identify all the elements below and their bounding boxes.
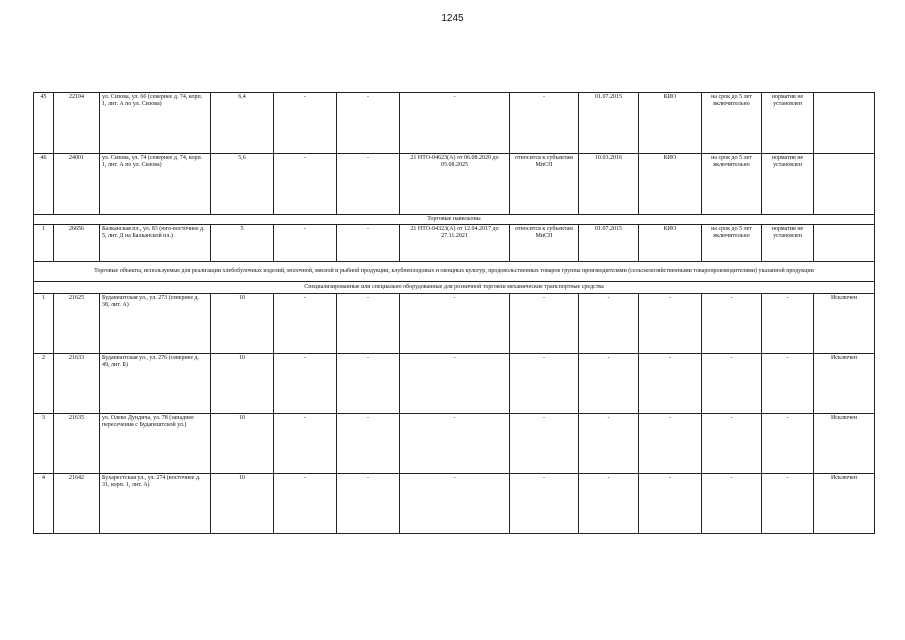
row-number-cell: 1	[34, 225, 54, 262]
organization-cell: КИО	[639, 154, 702, 215]
norm-cell: -	[762, 294, 814, 354]
smb-status-cell: -	[510, 354, 579, 414]
note-cell	[814, 154, 875, 215]
smb-status-cell: -	[510, 294, 579, 354]
note-cell	[814, 93, 875, 154]
row-number-cell: 3	[34, 414, 54, 474]
table-row	[34, 414, 875, 474]
date-cell: 10.03.2016	[579, 154, 639, 215]
norm-cell: -	[762, 414, 814, 474]
contract-cell: -	[400, 354, 510, 414]
smb-status-cell: относится к субъектам МиСП	[510, 225, 579, 262]
norm-cell: -	[762, 354, 814, 414]
value-cell: -	[337, 154, 400, 215]
value-cell: -	[337, 474, 400, 534]
address-cell: Бухарестская ул., ул. 274 (восточнее д. 31, корп. 1, лит. А)	[100, 474, 211, 534]
table-row	[34, 225, 875, 262]
area-cell: 6,4	[211, 93, 274, 154]
value-cell: -	[274, 225, 337, 262]
value-cell: -	[337, 414, 400, 474]
contract-cell: 21 НТО-04623(А) от 06.08.2020 до 05.08.2025	[400, 154, 510, 215]
note-cell: Исключен	[814, 414, 875, 474]
date-cell: -	[579, 414, 639, 474]
smb-status-cell: -	[510, 93, 579, 154]
section-row-mobile	[34, 282, 875, 294]
value-cell: -	[274, 474, 337, 534]
row-number-cell: 45	[34, 93, 54, 154]
value-cell: -	[274, 414, 337, 474]
note-cell: Исключен	[814, 294, 875, 354]
object-id-cell: 21625	[54, 294, 100, 354]
table-row	[34, 93, 875, 154]
section-title: Торговые павильоны	[34, 215, 875, 225]
organization-cell: -	[639, 354, 702, 414]
value-cell: -	[337, 93, 400, 154]
norm-cell: -	[762, 474, 814, 534]
value-cell: -	[274, 93, 337, 154]
norm-cell: норматив не установлен	[762, 93, 814, 154]
area-cell: 10	[211, 414, 274, 474]
value-cell: -	[274, 154, 337, 215]
value-cell: -	[274, 294, 337, 354]
area-cell: 10	[211, 474, 274, 534]
note-cell	[814, 225, 875, 262]
date-cell: 01.07.2015	[579, 93, 639, 154]
object-id-cell: 21635	[54, 414, 100, 474]
object-id-cell: 21633	[54, 354, 100, 414]
term-cell: -	[702, 474, 762, 534]
contract-cell: -	[400, 414, 510, 474]
date-cell: -	[579, 354, 639, 414]
section-title: Специализированные или специально оборудованные для розничной торговли механические транспортные средства	[34, 282, 875, 294]
organization-cell: -	[639, 414, 702, 474]
address-cell: Балканская пл., ул. 83 (юго-восточнее д. 5, лит. Д на Балканской пл.)	[100, 225, 211, 262]
term-cell: на срок до 5 лет включительно	[702, 93, 762, 154]
value-cell: -	[337, 354, 400, 414]
organization-cell: КИО	[639, 225, 702, 262]
table-row	[34, 354, 875, 414]
object-id-cell: 24001	[54, 154, 100, 215]
term-cell: -	[702, 294, 762, 354]
table-row	[34, 474, 875, 534]
note-cell: Исключен	[814, 354, 875, 414]
date-cell: -	[579, 474, 639, 534]
contract-cell: 21 НТО-04323(А) от 12.04.2017 до 27.11.2021	[400, 225, 510, 262]
smb-status-cell: -	[510, 474, 579, 534]
table-row	[34, 154, 875, 215]
area-cell: 10	[211, 294, 274, 354]
page-number: 1245	[441, 13, 464, 24]
organization-cell: -	[639, 294, 702, 354]
contract-cell: -	[400, 474, 510, 534]
row-number-cell: 2	[34, 354, 54, 414]
object-id-cell: 21642	[54, 474, 100, 534]
contract-cell: -	[400, 294, 510, 354]
value-cell: -	[337, 225, 400, 262]
row-number-cell: 46	[34, 154, 54, 215]
row-number-cell: 1	[34, 294, 54, 354]
address-cell: ул. Сизова, ул. 74 (севернее д. 74, корп. 1, лит. А по ул. Сизова)	[100, 154, 211, 215]
object-id-cell: 26656	[54, 225, 100, 262]
address-cell: Будапештская ул., ул. 273 (севернее д. 38, лит. А)	[100, 294, 211, 354]
row-number-cell: 4	[34, 474, 54, 534]
term-cell: на срок до 5 лет включительно	[702, 225, 762, 262]
smb-status-cell: относится к субъектам МиСП	[510, 154, 579, 215]
term-cell: на срок до 5 лет включительно	[702, 154, 762, 215]
term-cell: -	[702, 414, 762, 474]
norm-cell: норматив не установлен	[762, 154, 814, 215]
registry-table	[33, 92, 875, 534]
organization-cell: -	[639, 474, 702, 534]
value-cell: -	[274, 354, 337, 414]
date-cell: 01.07.2015	[579, 225, 639, 262]
address-cell: ул. Сизова, ул. 66 (севернее д. 74, корп. 1, лит. А по ул. Сизова)	[100, 93, 211, 154]
term-cell: -	[702, 354, 762, 414]
section-title: Торговые объекты, используемые для реализации хлебобулочных изделий, молочной, мясной и рыбной продукции, клубнеплодовых и овощных культур, продовольственных товаров группы производителями (сельскохозяйственными товаропроизводителями) указанной продукции	[34, 262, 875, 282]
organization-cell: КИО	[639, 93, 702, 154]
norm-cell: норматив не установлен	[762, 225, 814, 262]
section-row-trade-pavilions	[34, 215, 875, 225]
date-cell: -	[579, 294, 639, 354]
value-cell: -	[337, 294, 400, 354]
note-cell: Исключен	[814, 474, 875, 534]
table-row	[34, 294, 875, 354]
object-id-cell: 22104	[54, 93, 100, 154]
address-cell: Будапештская ул., ул. 276 (севернее д. 49, лит. Б)	[100, 354, 211, 414]
area-cell: 5	[211, 225, 274, 262]
address-cell: ул. Олеко Дундича, ул. 78 (западнее пересечения с Будапештской ул.)	[100, 414, 211, 474]
section-row-seasonal	[34, 262, 875, 282]
contract-cell: -	[400, 93, 510, 154]
area-cell: 5,6	[211, 154, 274, 215]
smb-status-cell: -	[510, 414, 579, 474]
area-cell: 10	[211, 354, 274, 414]
